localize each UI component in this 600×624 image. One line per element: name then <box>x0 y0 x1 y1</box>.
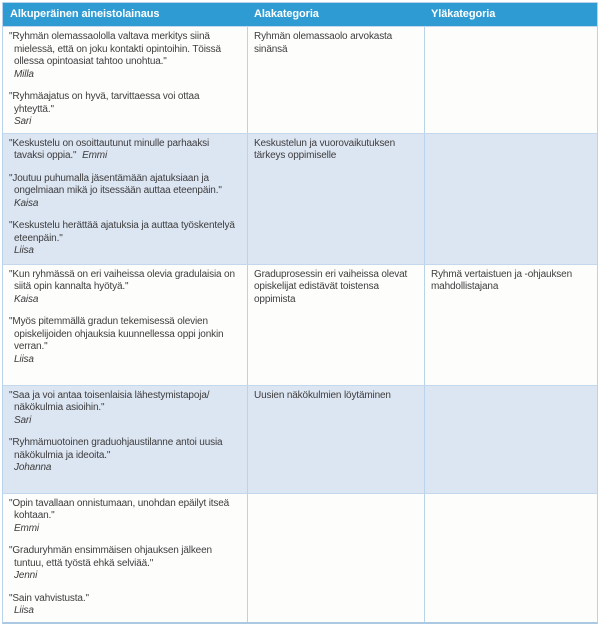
quote <box>9 390 241 428</box>
cell-ylakategoria <box>424 386 597 493</box>
quote-text: "Opin tavallaan onnistumaan, unohdan epäilyt itseä kohtaan." <box>9 497 230 521</box>
cell-quotes <box>3 27 247 133</box>
quote-text: "Keskustelu herättää ajatuksia ja auttaa työskentelyä eteenpäin." <box>9 220 235 244</box>
quote-text: "Ryhmäajatus on hyvä, tarvittaessa voi ottaa yhteyttä." <box>9 91 200 115</box>
cell-ylakategoria: Ryhmä vertaistuen ja -ohjauksen mahdollistajana <box>424 265 597 385</box>
table-row <box>3 264 597 385</box>
quote-author: Kaisa <box>14 197 39 209</box>
quote <box>9 31 241 81</box>
quote-author: Liisa <box>14 353 34 365</box>
quote <box>9 269 241 307</box>
quote-author: Jenni <box>14 570 38 581</box>
cell-alakategoria: Ryhmän olemassaolo arvokasta sinänsä <box>247 27 424 133</box>
quote-text: "Ryhmän olemassaololla valtava merkitys siinä mielessä, että on joku kontakti opintoihin. Töissä ollessa opintoasiat tahtoo unohtua." <box>9 31 221 67</box>
cell-quotes <box>3 134 247 264</box>
quote-author: Liisa <box>14 245 34 256</box>
quote-text: "Keskustelu on osoittautunut minulle parhaaksi tavaksi oppia." <box>9 137 210 161</box>
quote-author: Johanna <box>14 462 52 473</box>
quote-author: Milla <box>14 68 34 80</box>
quote <box>9 593 241 618</box>
cell-quotes <box>3 386 247 493</box>
cell-alakategoria: Keskustelun ja vuorovaikutuksen tärkeys oppimiselle <box>247 134 424 264</box>
table-header-row <box>3 3 597 26</box>
table-row <box>3 493 597 622</box>
quote-text: "Kun ryhmässä on eri vaiheissa olevia gradulaisia on siitä opin kannalta hyötyä." <box>9 268 235 292</box>
quote-text: "Myös pitemmällä gradun tekemisessä olevien opiskelijoiden ohjauksia kuunnellessa oppi jonkin verran." <box>9 316 224 352</box>
quote-text: "Sain vahvistusta." <box>9 592 89 604</box>
quote-author: Liisa <box>14 605 34 616</box>
quote <box>9 91 241 129</box>
quote <box>9 498 241 536</box>
quote-author: Sari <box>14 116 32 127</box>
cell-quotes <box>3 494 247 622</box>
quote-author: Sari <box>14 414 32 426</box>
cell-ylakategoria <box>424 27 597 133</box>
quote-text: "Graduryhmän ensimmäisen ohjauksen jälkeen tuntuu, että työstä ehkä selviää." <box>9 545 212 569</box>
column-header-alakategoria: Alakategoria <box>254 8 319 20</box>
column-header-aineistolainaus: Alkuperäinen aineistolainaus <box>10 8 160 20</box>
quote <box>9 173 241 211</box>
quote-author: Kaisa <box>14 293 39 305</box>
quote-author: Emmi <box>82 150 108 161</box>
cell-alakategoria: Graduprosessin eri vaiheissa olevat opiskelijat edistävät toistensa oppimista <box>247 265 424 385</box>
categories-table <box>2 2 598 624</box>
quote-text: "Ryhmämuotoinen graduohjaustilanne antoi uusia näkökulmia ja ideoita." <box>9 437 223 461</box>
table-row <box>3 133 597 264</box>
table-row <box>3 385 597 493</box>
table-row <box>3 26 597 133</box>
quote <box>9 437 241 475</box>
cell-ylakategoria <box>424 494 597 622</box>
quote <box>9 220 241 258</box>
cell-ylakategoria <box>424 134 597 264</box>
quote <box>9 316 241 366</box>
quote-text: "Joutuu puhumalla jäsentämään ajatuksiaan ja ongelmiaan mikä jo itsessään auttaa eteenpäin." <box>9 172 222 196</box>
quote-author: Emmi <box>14 522 39 534</box>
cell-quotes <box>3 265 247 385</box>
quote <box>9 138 241 163</box>
column-header-ylakategoria: Yläkategoria <box>431 8 496 20</box>
cell-alakategoria: Uusien näkökulmien löytäminen <box>247 386 424 493</box>
quote-text: "Saa ja voi antaa toisenlaisia lähestymistapoja/ näkökulmia asioihin." <box>9 389 210 413</box>
cell-alakategoria <box>247 494 424 622</box>
quote <box>9 545 241 583</box>
